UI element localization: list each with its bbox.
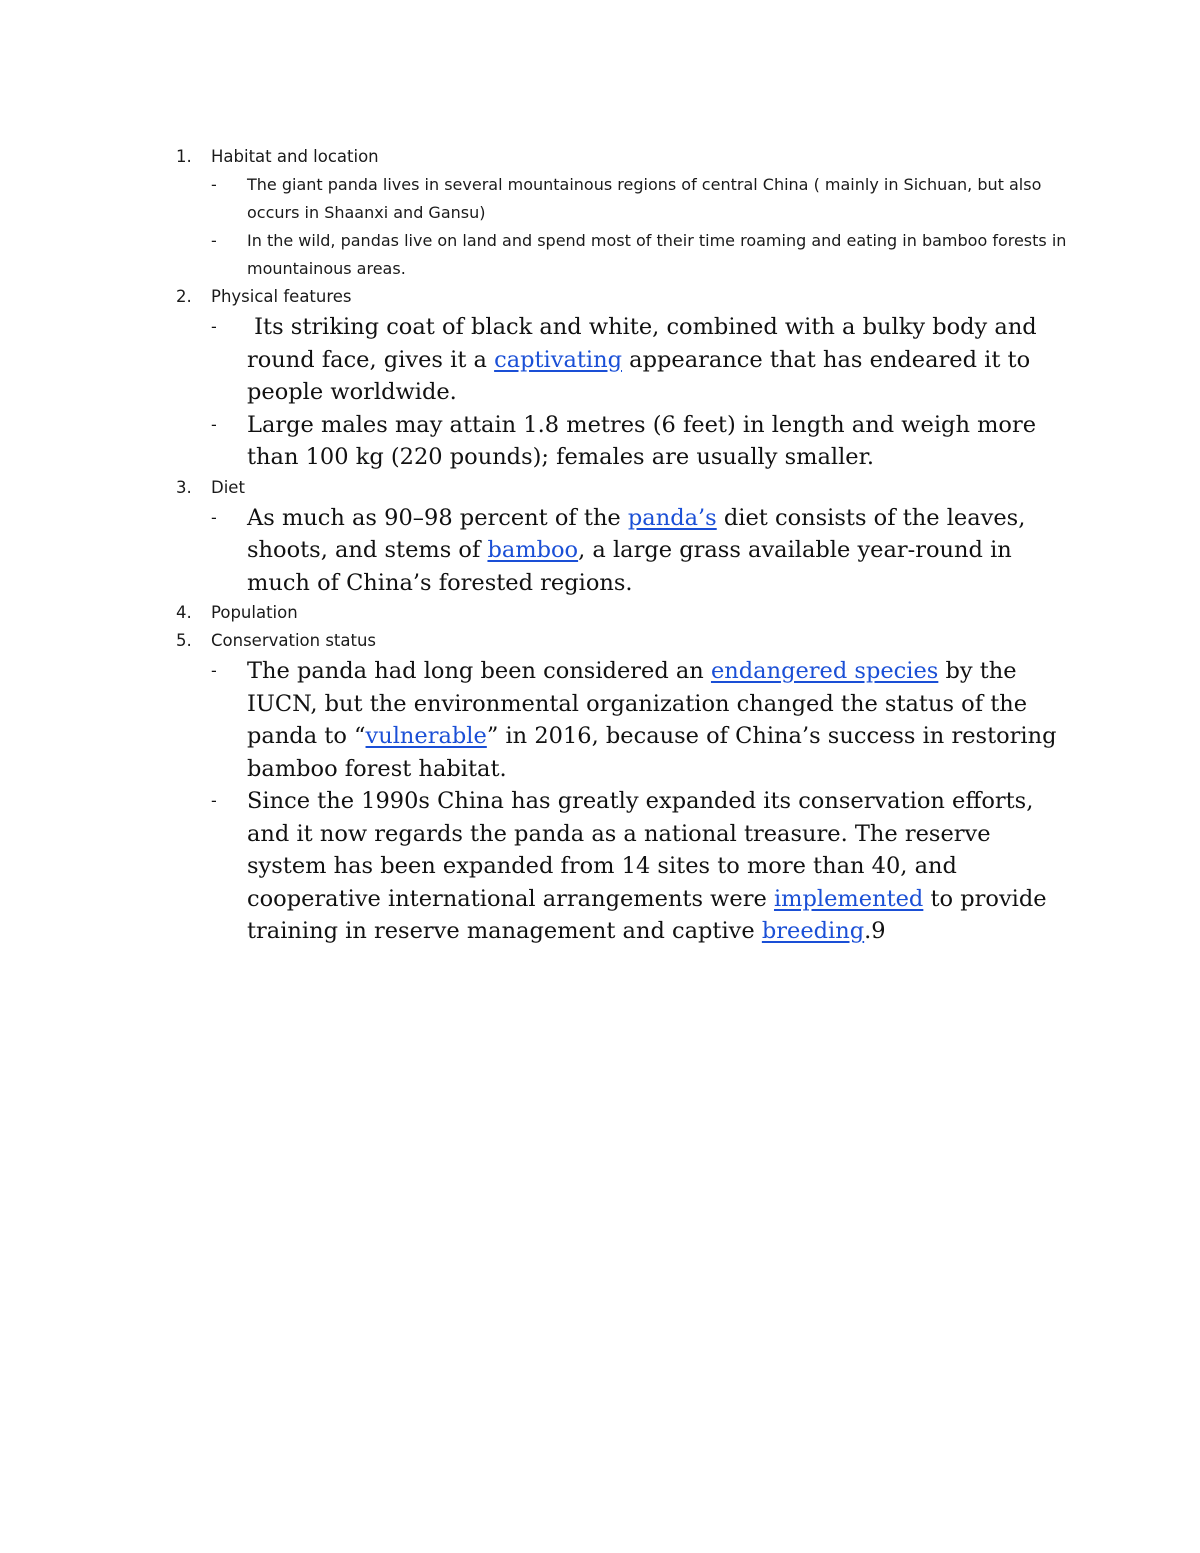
bullet-text: ” in 2016, because of China’s success in restoring bamboo forest habitat. xyxy=(247,723,1057,782)
link-implemented[interactable]: implemented xyxy=(773,885,924,912)
link-bamboo[interactable]: bamboo xyxy=(487,537,579,563)
list-number: 5. xyxy=(176,631,192,650)
bullet-text: .9 xyxy=(864,918,886,944)
section-title: Physical features xyxy=(211,287,352,306)
section-title: Population xyxy=(211,603,298,622)
bullet-item xyxy=(176,409,1077,474)
section-heading-diet xyxy=(176,474,1076,502)
bullet-text: Since the 1990s China has greatly expanded its conservation efforts, and it now regards the panda as a national treasure. The reserve system has been expanded from 14 sites to more than 40, and cooperative international arrangements were xyxy=(247,788,1034,912)
section-heading-habitat xyxy=(176,143,1076,171)
list-number: 3. xyxy=(176,477,192,497)
link-pandas[interactable]: panda’s xyxy=(627,504,717,531)
bullet-item xyxy=(176,227,1077,283)
bullet-dash: - xyxy=(211,791,217,810)
bullet-text: , a large grass available year-round in much of China’s forested regions. xyxy=(247,537,1012,596)
section-title: Diet xyxy=(211,477,245,497)
link-captivating[interactable]: captivating xyxy=(494,346,623,373)
bullet-text: The giant panda lives in several mountainous regions of central China ( mainly in Sichuan, but also occurs in Shaanxi and Gansu) xyxy=(247,175,1042,222)
section-title: Conservation status xyxy=(211,631,377,650)
bullet-item xyxy=(176,655,1077,785)
bullet-text: to provide training in reserve management and captive xyxy=(247,885,1047,944)
section-heading-conservation-status xyxy=(176,627,1076,655)
section-title: Habitat and location xyxy=(211,147,379,166)
bullet-text: As much as 90–98 percent of the xyxy=(247,504,628,531)
bullet-text: by the IUCN, but the environmental organization changed the status of the panda to “ xyxy=(247,658,1028,749)
link-breeding[interactable]: breeding xyxy=(761,918,865,944)
bullet-text: The panda had long been considered an xyxy=(247,658,711,684)
bullet-dash: - xyxy=(211,175,217,194)
list-number: 2. xyxy=(176,287,192,306)
bullet-text: In the wild, pandas live on land and spend most of their time roaming and eating in bamboo forests in mountainous areas. xyxy=(247,231,1067,278)
bullet-text: appearance that has endeared it to people worldwide. xyxy=(247,346,1031,405)
section-heading-population xyxy=(176,599,1076,627)
bullet-dash: - xyxy=(211,414,217,434)
bullet-text: diet consists of the leaves, shoots, and stems of xyxy=(247,504,1026,563)
link-vulnerable[interactable]: vulnerable xyxy=(365,723,487,749)
list-number: 4. xyxy=(176,603,192,622)
bullet-dash: - xyxy=(211,317,217,336)
bullet-dash: - xyxy=(211,661,217,680)
link-endangered-species[interactable]: endangered species xyxy=(710,658,939,684)
bullet-item xyxy=(176,171,1077,227)
bullet-item xyxy=(176,502,1077,600)
bullet-dash: - xyxy=(211,231,217,250)
bullet-item xyxy=(176,311,1077,409)
bullet-text: Its striking coat of black and white, combined with a bulky body and round face, gives it a xyxy=(247,314,1044,373)
bullet-dash: - xyxy=(211,507,217,527)
section-heading-physical-features xyxy=(176,283,1076,311)
document-body xyxy=(176,143,1076,948)
bullet-item xyxy=(176,785,1077,948)
bullet-text: Large males may attain 1.8 metres (6 feet) in length and weigh more than 100 kg (220 pounds); females are usually smaller. xyxy=(247,411,1037,470)
list-number: 1. xyxy=(176,147,192,166)
